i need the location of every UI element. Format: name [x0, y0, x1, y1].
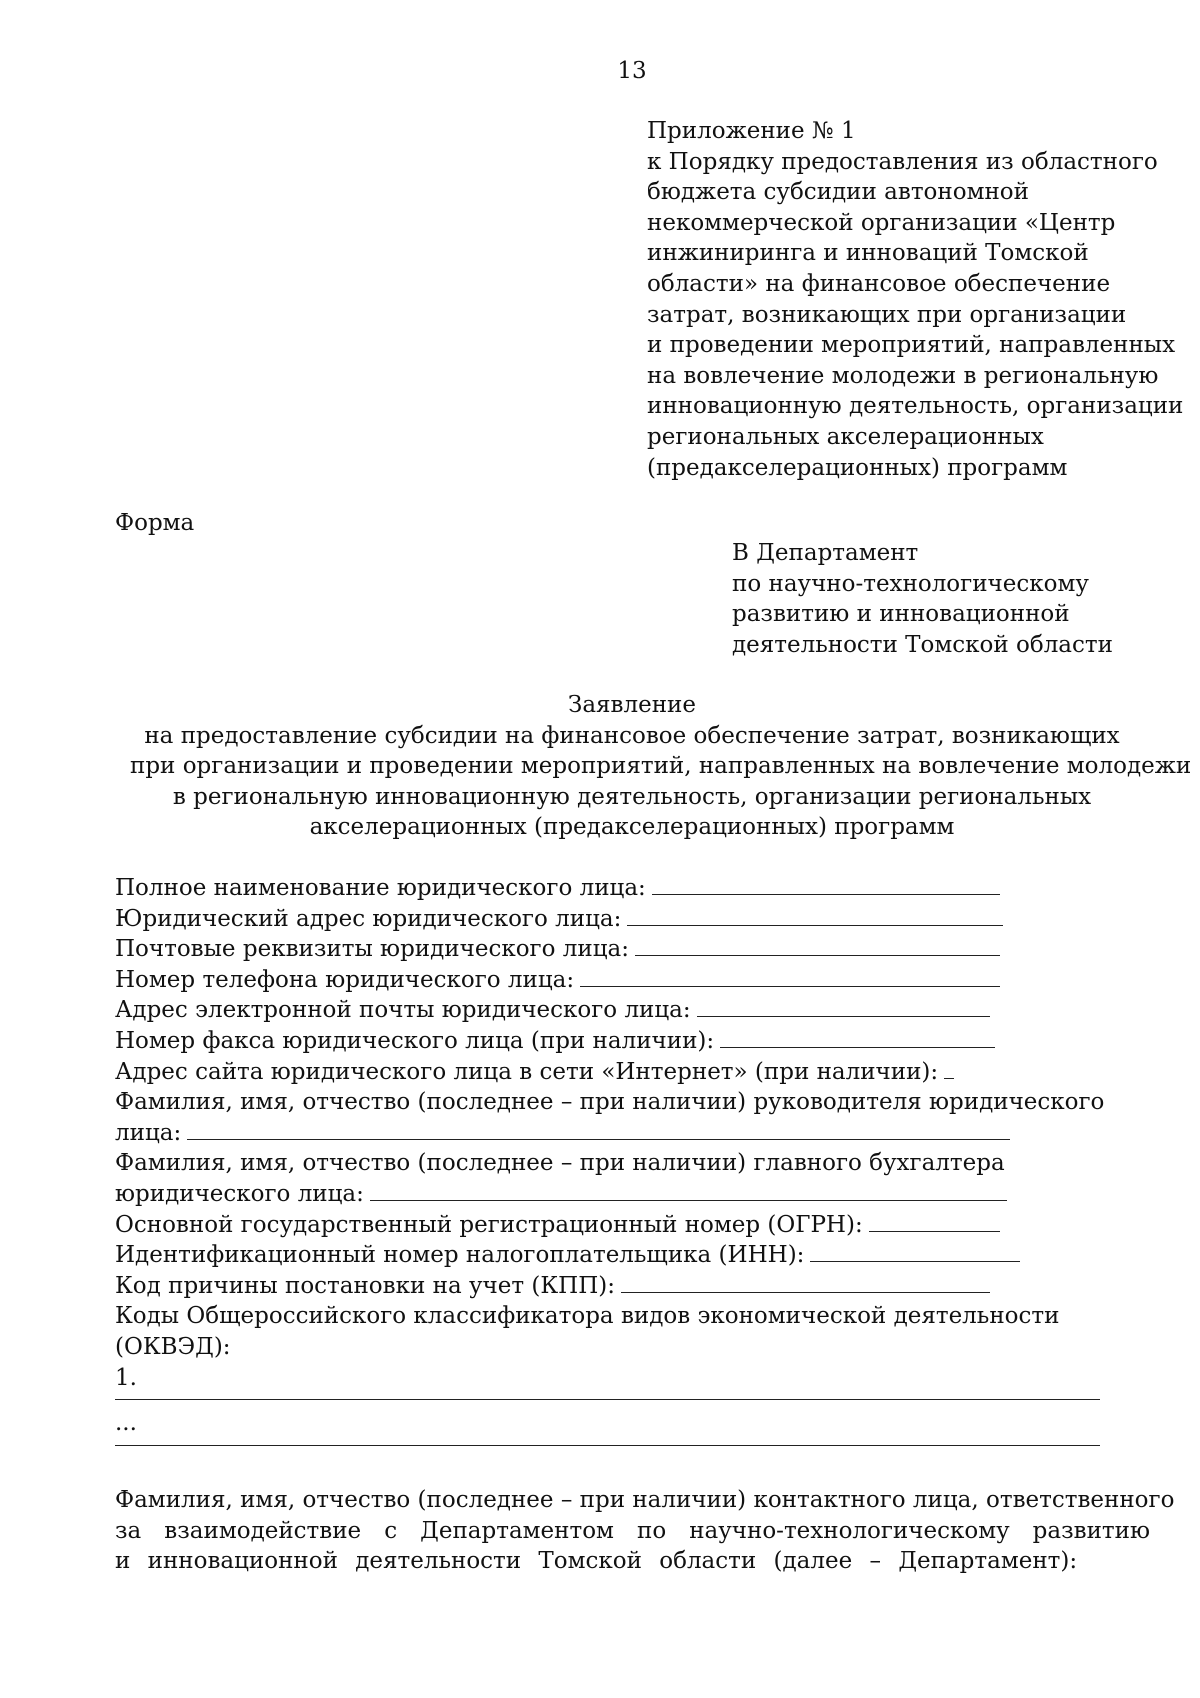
phone-blank[interactable]: [580, 965, 1000, 987]
field-label: Адрес сайта юридического лица в сети «Интернет» (при наличии):: [115, 1058, 939, 1085]
title-line: на предоставление субсидии на финансовое обеспечение затрат, возникающих: [144, 722, 1120, 749]
application-fields: [115, 873, 1115, 1446]
field-accountant: [115, 1179, 1115, 1210]
field-label: лица:: [115, 1119, 182, 1146]
field-legal-address: [115, 904, 1115, 935]
fax-blank[interactable]: [720, 1026, 995, 1048]
inn-blank[interactable]: [810, 1240, 1020, 1262]
appendix-line: и проведении мероприятий, направленных: [647, 332, 1176, 359]
head-blank[interactable]: [187, 1118, 1010, 1140]
appendix-line: области» на финансовое обеспечение: [647, 270, 1111, 297]
field-label: Полное наименование юридического лица:: [115, 875, 646, 901]
okved-ellipsis: ...: [115, 1410, 137, 1437]
appendix-line: региональных акселерационных: [647, 423, 1044, 450]
field-label: Юридический адрес юридического лица:: [115, 905, 622, 932]
okved-last-blank[interactable]: [115, 1419, 1100, 1446]
addressee-line: развитию и инновационной: [732, 601, 1070, 628]
full-name-blank[interactable]: [652, 873, 1000, 895]
appendix-line: к Порядку предоставления из областного: [647, 148, 1158, 175]
field-kpp: [115, 1271, 1115, 1302]
addressee-line: по научно-технологическому: [732, 570, 1089, 597]
contact-line: Фамилия, имя, отчество (последнее – при наличии) контактного лица, ответственного: [115, 1487, 1175, 1513]
field-label: Почтовые реквизиты юридического лица:: [115, 936, 629, 963]
legal-address-blank[interactable]: [627, 904, 1003, 926]
postal-blank[interactable]: [635, 934, 1000, 956]
addressee: [732, 538, 1152, 660]
field-label: Основной государственный регистрационный номер (ОГРН):: [115, 1211, 863, 1238]
field-head: [115, 1118, 1115, 1149]
field-okved-label: Коды Общероссийского классификатора видов экономической деятельности: [115, 1303, 1060, 1330]
field-email: [115, 995, 1115, 1026]
addressee-line: В Департамент: [732, 540, 919, 566]
form-label: Форма: [115, 510, 195, 536]
addressee-line: деятельности Томской области: [732, 631, 1113, 658]
appendix-header: [647, 116, 1184, 483]
website-blank[interactable]: [944, 1057, 954, 1079]
appendix-line: Приложение № 1: [647, 118, 856, 144]
field-website: [115, 1057, 1115, 1088]
appendix-line: некоммерческой организации «Центр: [647, 209, 1116, 236]
appendix-line: на вовлечение молодежи в региональную: [647, 362, 1159, 389]
page-number: 13: [617, 58, 647, 84]
field-label: Идентификационный номер налогоплательщика (ИНН):: [115, 1242, 805, 1269]
field-label: юридического лица:: [115, 1180, 364, 1207]
title-line: в региональную инновационную деятельность, организации региональных: [172, 783, 1092, 810]
title-heading: Заявление: [568, 692, 696, 718]
field-label: Код причины постановки на учет (КПП):: [115, 1272, 615, 1299]
field-fax: [115, 1026, 1115, 1057]
title-line: акселерационных (предакселерационных) программ: [309, 814, 955, 841]
appendix-line: инжиниринга и инноваций Томской: [647, 240, 1089, 267]
field-okved-label-cont: (ОКВЭД):: [115, 1333, 231, 1360]
email-blank[interactable]: [697, 995, 990, 1017]
ogrn-blank[interactable]: [869, 1210, 1000, 1232]
field-label: Номер телефона юридического лица:: [115, 966, 575, 993]
appendix-line: инновационную деятельность, организации: [647, 393, 1184, 420]
appendix-line: затрат, возникающих при организации: [647, 301, 1127, 328]
field-full-name: [115, 873, 1115, 904]
appendix-line: (предакселерационных) программ: [647, 454, 1068, 481]
field-ogrn: [115, 1210, 1115, 1241]
okved-item-number: 1.: [115, 1364, 137, 1391]
contact-line: за взаимодействие с Департаментом по научно-технологическому развитию: [115, 1517, 1150, 1544]
kpp-blank[interactable]: [621, 1271, 990, 1293]
contact-line: и инновационной деятельности Томской области (далее – Департамент):: [115, 1548, 1078, 1575]
field-accountant-label: Фамилия, имя, отчество (последнее – при наличии) главного бухгалтера: [115, 1150, 1005, 1177]
field-postal: [115, 934, 1115, 965]
document-title: [130, 690, 1192, 843]
field-inn: [115, 1240, 1115, 1271]
contact-person-paragraph: [115, 1485, 1175, 1577]
field-label: Номер факса юридического лица (при наличии):: [115, 1027, 715, 1054]
okved-item-blank[interactable]: [115, 1373, 1100, 1400]
accountant-blank[interactable]: [370, 1179, 1007, 1201]
title-line: при организации и проведении мероприятий, направленных на вовлечение молодежи: [130, 753, 1192, 780]
field-phone: [115, 965, 1115, 996]
field-label: Адрес электронной почты юридического лица:: [115, 997, 691, 1024]
field-head-label: Фамилия, имя, отчество (последнее – при наличии) руководителя юридического: [115, 1089, 1105, 1116]
appendix-line: бюджета субсидии автономной: [647, 179, 1029, 206]
